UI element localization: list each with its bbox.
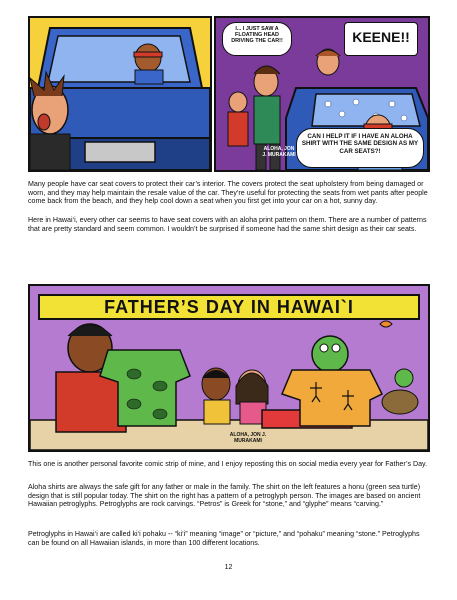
paragraph-car-seat-covers: Many people have car seat covers to protect their car’s interior. The covers protect the seat upholstery from being damaged or worn, and they may help maintain the resale value of the car. They’re useful for protecting the seats from wet pants after people come back from the beach, and they help cool down a seat when you first get into your car on a hot, sunny day.: [28, 180, 428, 206]
page-number: 12: [224, 564, 233, 571]
comic1-panel2: [214, 16, 430, 172]
paragraph-favorite-strip: This one is another personal favorite comic strip of mine, and I enjoy reposting this on social media every year for Father’s Day.: [28, 460, 428, 468]
car-front-illustration: [30, 18, 210, 170]
comic2-fathers-day-panel: [28, 284, 430, 452]
speech-bubble-floating-head: I... I JUST SAW A FLOATING HEAD DRIVING THE CAR!!: [222, 22, 292, 56]
paragraph-petroglyphs: Petroglyphs in Hawai‘i are called ki‘i pohaku -- “ki‘i” meaning “image” or “picture,” and “pohaku” meaning “stone.” Petroglyphs can be found on all Hawaiian islands, in more than 100 different locations.: [28, 530, 420, 547]
comic1-panel1: [28, 16, 212, 172]
comic1-signature: ALOHA, JON J. MURAKAMI: [262, 146, 296, 158]
car-grille: [85, 142, 155, 162]
comic2-signature: ALOHA, JON J. MURAKAMI: [229, 432, 267, 444]
comic2-title-banner: FATHER’S DAY IN HAWAI`I: [38, 294, 420, 320]
paragraph-hawaii-seat-covers: Here in Hawai‘i, every other car seems to have seat covers with an aloha print pattern on them. There are a number of patterns that are pretty standard and seem common. I wouldn’t be surprised if someone had the same shirt design as their car seats.: [28, 216, 427, 233]
paragraph-aloha-shirts: Aloha shirts are always the safe gift for any father or male in the family. The shirt on the left features a honu (green sea turtle) design that is still popular today. The shirt on the right has a pattern of a petroglyph person. The images are based on ancient Hawaiian petroglyphs. Petroglyphs are rock carvings. “Petros” is Greek for “stone,” and “glyphe” means “carving.”: [28, 483, 421, 509]
speech-bubble-reply: CAN I HELP IT IF I HAVE AN ALOHA SHIRT WITH THE SAME DESIGN AS MY CAR SEATS?!: [296, 128, 424, 168]
speech-bubble-shout: KEENE!!: [344, 22, 418, 56]
